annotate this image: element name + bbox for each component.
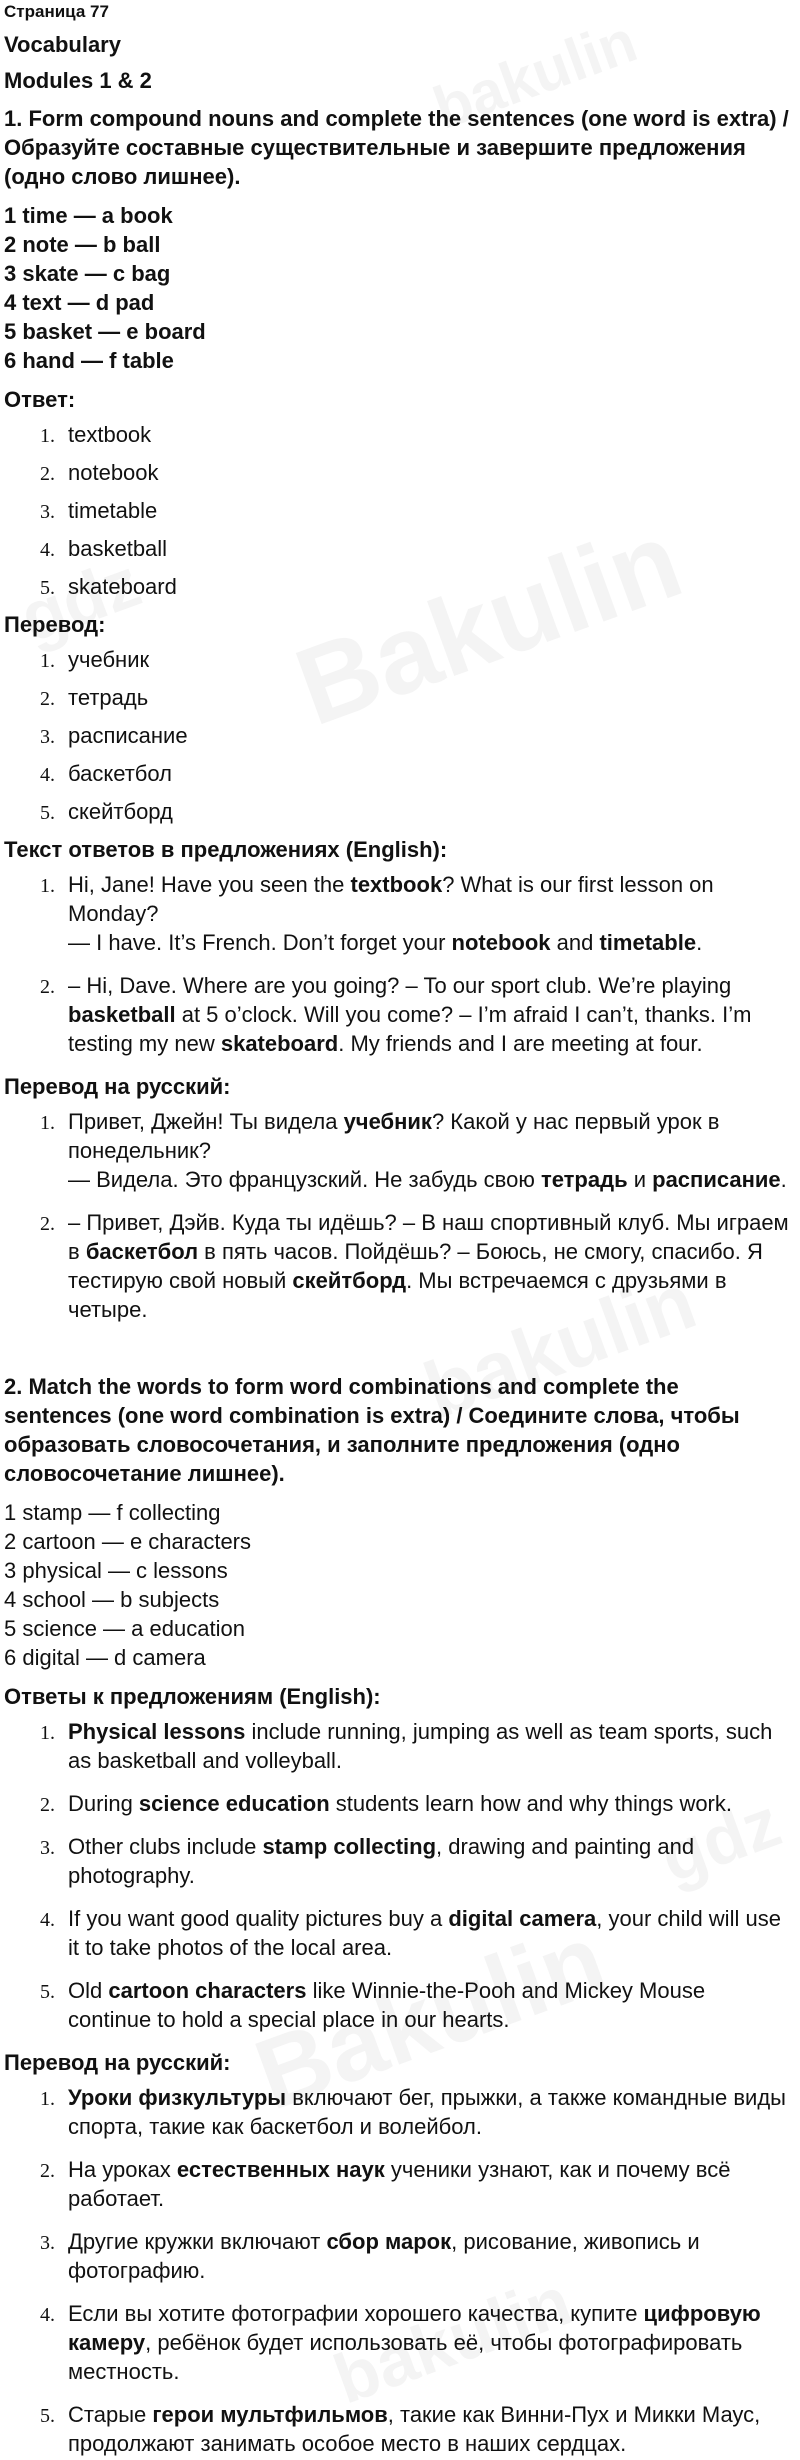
ru-translation-label: Перевод на русский: [4, 1074, 231, 1099]
answer-list [4, 420, 790, 601]
text-run: include running, jumping as well as team sports, such as basketball and volleyball. [68, 1719, 773, 1773]
text-run: Другие кружки включают [68, 2229, 327, 2254]
list-item [60, 870, 790, 957]
pair-item: 4 text — d pad [4, 290, 155, 315]
text-run: Привет, Джейн! Ты видела [68, 1109, 344, 1134]
pair-item: 1 time — a book [4, 203, 173, 228]
pair-item: 5 basket — e board [4, 319, 206, 344]
text-run: – Привет, Дэйв. Куда ты идёшь? – В наш спортивный клуб. Мы играем в [68, 1210, 789, 1264]
answer-word: basketball [68, 1002, 176, 1027]
sentences-label: Ответы к предложениям (English): [4, 1684, 381, 1709]
page-number: Страница 77 [4, 2, 109, 21]
list-item [60, 1904, 790, 1962]
pair-item: 4 school — b subjects [4, 1587, 220, 1612]
text-run: — I have. It’s French. Don’t forget your [68, 930, 452, 955]
sentences-label: Текст ответов в предложениях (English): [4, 837, 448, 862]
text-run: like Winnie-the-Pooh and Mickey Mouse continue to hold a special place in our hearts. [68, 1978, 706, 2032]
answer-word: textbook [350, 872, 443, 897]
list-item: 1. учебник [60, 645, 790, 674]
sentence-list [4, 1717, 790, 2034]
answer-word: cartoon characters [108, 1978, 307, 2003]
answer-label: Ответ: [4, 387, 76, 412]
translation-label: Перевод: [4, 612, 106, 637]
task2-pairs [4, 1498, 790, 1672]
pair-item: 6 hand — f table [4, 348, 174, 373]
text-run: ? Какой у нас первый урок в понедельник? [68, 1109, 720, 1163]
list-item [60, 1832, 790, 1890]
list-item: 3. timetable [60, 496, 790, 525]
text-run: , рисование, живопись и фотографию. [68, 2229, 700, 2283]
text-run: , drawing and painting and photography. [68, 1834, 695, 1888]
text-run: . [780, 1167, 787, 1192]
answer-word: герои мультфильмов [152, 2402, 388, 2427]
list-item [60, 1976, 790, 2034]
page-subtitle: Modules 1 & 2 [4, 68, 152, 93]
translation-list [4, 645, 790, 826]
text-run: at 5 o’clock. Will you come? – I’m afraid I can’t, thanks. I’m testing my new [68, 1002, 752, 1056]
page-title: Vocabulary [4, 32, 121, 57]
answer-word: естественных наук [176, 2157, 385, 2182]
list-item [60, 971, 790, 1058]
answer-word: notebook [451, 930, 551, 955]
answer-word: расписание [652, 1167, 781, 1192]
text-run: и [627, 1167, 653, 1192]
list-item [60, 1789, 790, 1818]
text-run: Other clubs include [68, 1834, 263, 1859]
ru-sentence-list [4, 1107, 790, 1324]
list-item [60, 1208, 790, 1324]
text-run: . [696, 930, 703, 955]
task2-heading: 2. Match the words to form word combinations and complete the sentences (one word combination is extra) / Соедините слова, чтобы образовать словосочетания, и заполните предложения (одно словосочетание лишнее). [4, 1374, 740, 1486]
text-run: If you want good quality pictures buy a [68, 1906, 449, 1931]
list-item [60, 1717, 790, 1775]
answer-word: skateboard [220, 1031, 339, 1056]
ru-sentence-list [4, 2083, 790, 2458]
sentence-list [4, 870, 790, 1058]
answer-word: баскетбол [85, 1239, 199, 1264]
text-run: During [68, 1791, 139, 1816]
pair-item: 3 skate — c bag [4, 261, 171, 286]
answer-word: тетрадь [540, 1167, 628, 1192]
pair-item: 2 note — b ball [4, 232, 161, 257]
pair-item: 2 cartoon — e characters [4, 1529, 252, 1554]
text-run: ученики узнают, как и почему всё работает. [68, 2157, 731, 2211]
pair-item: 3 physical — c lessons [4, 1558, 228, 1583]
text-run: . Мы встречаемся с друзьями в четыре. [68, 1268, 727, 1322]
task1-pairs [4, 201, 790, 375]
list-item: 1. textbook [60, 420, 790, 449]
list-item [60, 2227, 790, 2285]
answer-word: timetable [599, 930, 697, 955]
pair-item: 1 stamp — f collecting [4, 1500, 221, 1525]
list-item [60, 2400, 790, 2458]
answer-word: stamp collecting [262, 1834, 437, 1859]
text-run: Если вы хотите фотографии хорошего качества, купите [68, 2301, 644, 2326]
text-run: ? What is our first lesson on Monday? [68, 872, 714, 926]
list-item [60, 1107, 790, 1194]
ru-translation-label: Перевод на русский: [4, 2050, 231, 2075]
list-item: 2. notebook [60, 458, 790, 487]
list-item: 3. расписание [60, 721, 790, 750]
text-run: , ребёнок будет использовать её, чтобы фотографировать местность. [68, 2330, 743, 2384]
list-item [60, 2155, 790, 2213]
task1-heading: 1. Form compound nouns and complete the sentences (one word is extra) / Образуйте составные существительные и завершите предложения (одно слово лишнее). [4, 106, 789, 189]
text-run: students learn how and why things work. [329, 1791, 732, 1816]
answer-word: сбор марок [326, 2229, 452, 2254]
list-item [60, 2083, 790, 2141]
list-item: 4. basketball [60, 534, 790, 563]
answer-word: digital camera [448, 1906, 597, 1931]
answer-word: Physical lessons [68, 1719, 246, 1744]
text-run: Старые [68, 2402, 153, 2427]
list-item: 5. skateboard [60, 572, 790, 601]
pair-item: 6 digital — d camera [4, 1645, 206, 1670]
answer-word: Уроки физкультуры [68, 2085, 287, 2110]
text-run: , your child will use it to take photos of the local area. [68, 1906, 781, 1960]
text-run: . My friends and I are meeting at four. [338, 1031, 703, 1056]
answer-word: учебник [343, 1109, 432, 1134]
text-run: – Hi, Dave. Where are you going? – To our sport club. We’re playing [68, 973, 732, 998]
text-run: and [550, 930, 600, 955]
text-run: включают бег, прыжки, а также командные виды спорта, такие как баскетбол и волейбол. [68, 2085, 786, 2139]
list-item: 4. баскетбол [60, 759, 790, 788]
text-run: Hi, Jane! Have you seen the [68, 872, 351, 897]
list-item [60, 2299, 790, 2386]
text-run: , такие как Винни-Пух и Микки Маус, продолжают занимать особое место в наших сердцах. [68, 2402, 761, 2456]
text-run: Old [68, 1978, 109, 2003]
answer-word: скейтборд [292, 1268, 407, 1293]
text-run: — Видела. Это французский. Не забудь свою [68, 1167, 541, 1192]
answer-word: science education [138, 1791, 330, 1816]
list-item: 5. скейтборд [60, 797, 790, 826]
pair-item: 5 science — a education [4, 1616, 245, 1641]
answer-word: цифровую камеру [68, 2301, 761, 2355]
text-run: На уроках [68, 2157, 177, 2182]
list-item: 2. тетрадь [60, 683, 790, 712]
text-run: в пять часов. Пойдёшь? – Боюсь, не смогу, спасибо. Я тестирую свой новый [68, 1239, 763, 1293]
